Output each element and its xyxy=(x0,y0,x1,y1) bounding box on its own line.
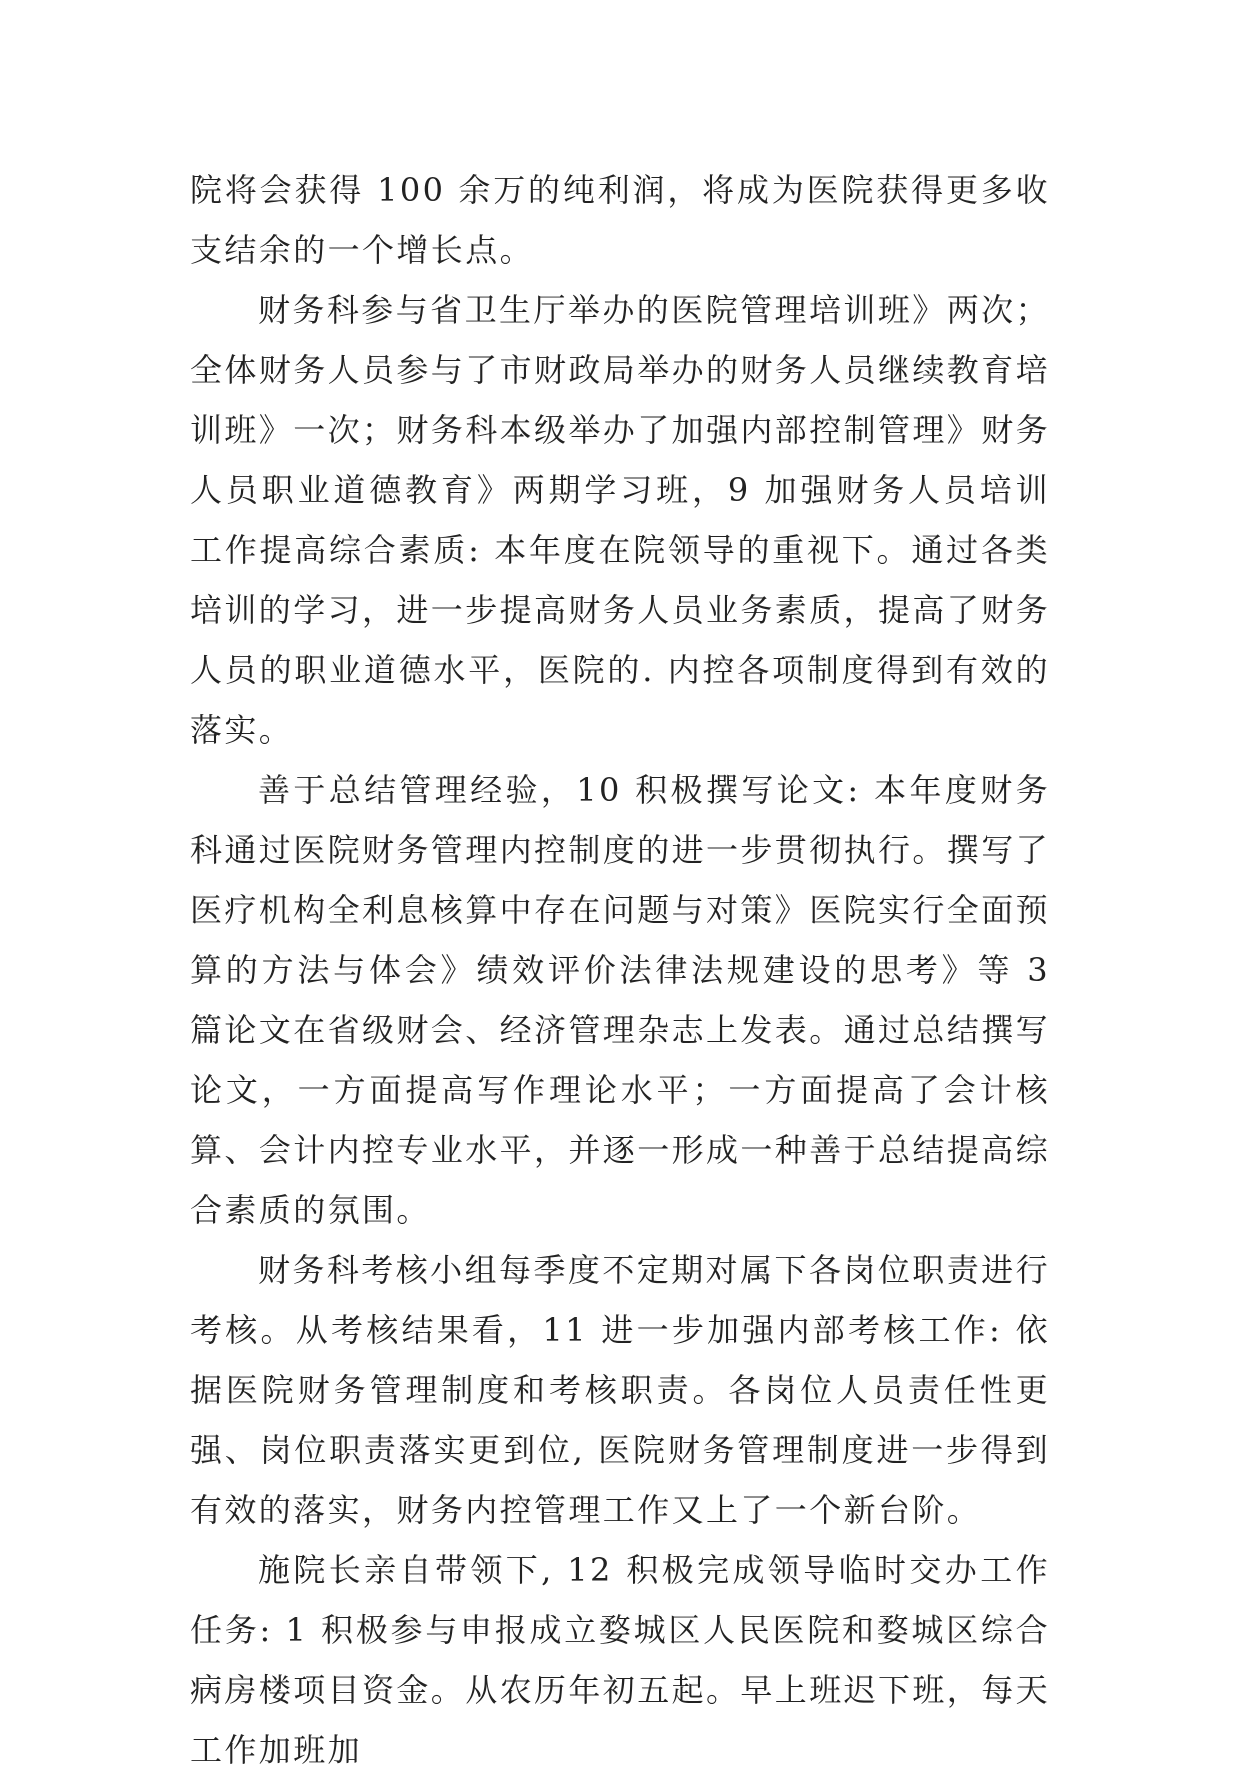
paragraph-4: 财务科考核小组每季度不定期对属下各岗位职责进行考核。从考核结果看，11 进一步加强内部考核工作: 依据医院财务管理制度和考核职责。各岗位人员责任性更强、岗位职责落实更到位, 医院财务管理制度进一步得到有效的落实，财务内控管理工作又上了一个新台阶。 xyxy=(190,1251,1050,1529)
body-text xyxy=(190,160,1050,1780)
paragraph-2: 财务科参与省卫生厅举办的医院管理培训班》两次；全体财务人员参与了市财政局举办的财务人员继续教育培训班》一次；财务科本级举办了加强内部控制管理》财务人员职业道德教育》两期学习班，9 加强财务人员培训工作提高综合素质: 本年度在院领导的重视下。通过各类培训的学习，进一步提高财务人员业务素质，提高了财务人员的职业道德水平，医院的. 内控各项制度得到有效的落实。 xyxy=(190,291,1051,749)
paragraph-1: 院将会获得 100 余万的纯利润，将成为医院获得更多收支结余的一个增长点。 xyxy=(190,171,1050,269)
paragraph-5: 施院长亲自带领下, 12 积极完成领导临时交办工作任务: 1 积极参与申报成立婺城区人民医院和婺城区综合病房楼项目资金。从农历年初五起。早上班迟下班，每天工作加班加 xyxy=(190,1551,1051,1769)
paragraph-3: 善于总结管理经验，10 积极撰写论文: 本年度财务科通过医院财务管理内控制度的进一步贯彻执行。撰写了医疗机构全利息核算中存在问题与对策》医院实行全面预算的方法与体会》绩效评价法律法规建设的思考》等 3 篇论文在省级财会、经济管理杂志上发表。通过总结撰写论文，一方面提高写作理论水平；一方面提高了会计核算、会计内控专业水平，并逐一形成一种善于总结提高综合素质的氛围。 xyxy=(190,771,1051,1229)
